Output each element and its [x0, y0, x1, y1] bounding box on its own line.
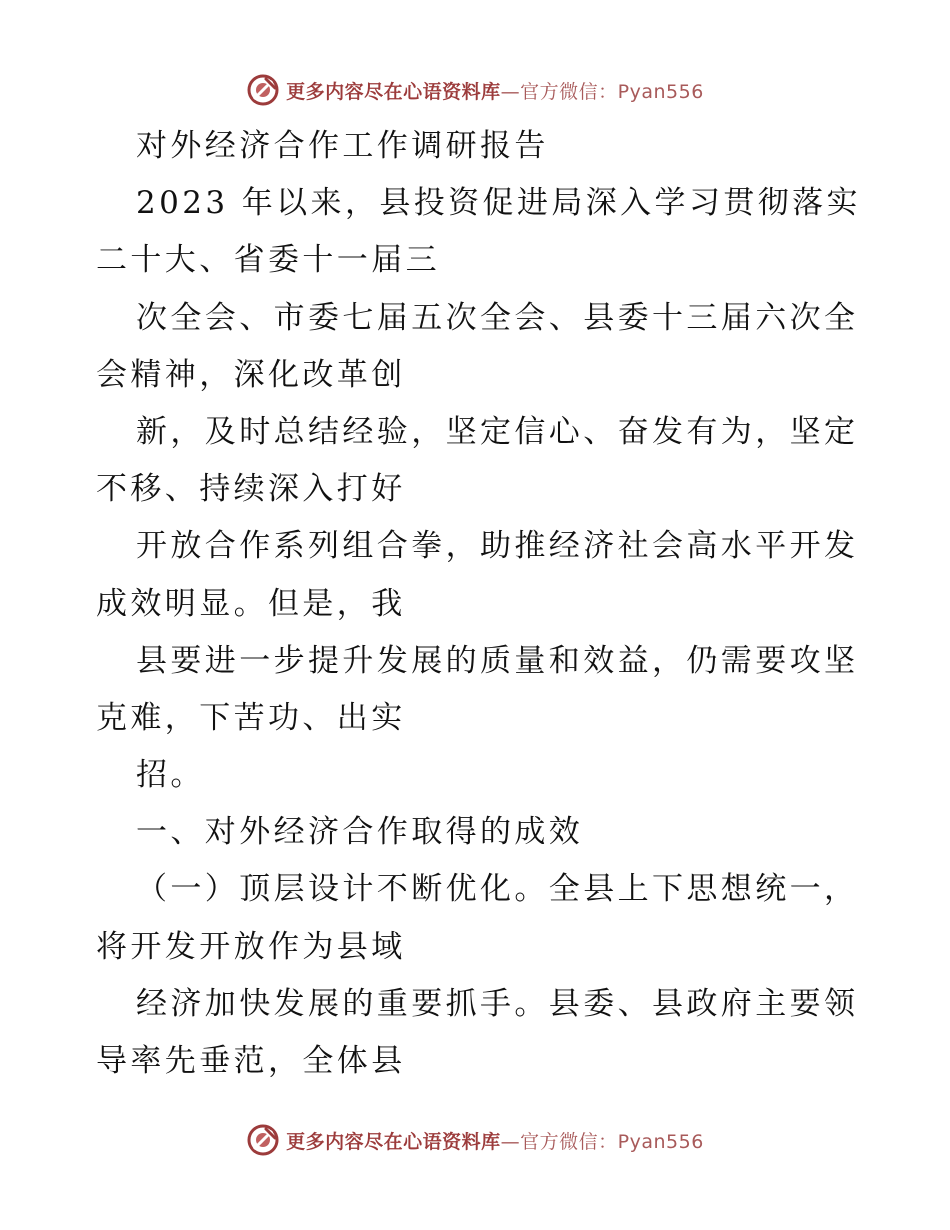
- doc-line: 开放合作系列组合拳，助推经济社会高水平开发: [136, 528, 859, 565]
- doc-title: 对外经济合作工作调研报告: [136, 128, 549, 164]
- subsection-heading: （一）顶层设计不断优化。全县上下思想统一，: [136, 871, 859, 908]
- doc-line: 不移、持续深入打好: [96, 471, 406, 508]
- section-heading: 一、对外经济合作取得的成效: [136, 814, 584, 851]
- doc-line: 2023 年以来，县投资促进局深入学习贯彻落实: [136, 185, 861, 222]
- footer-watermark: [0, 1120, 950, 1160]
- doc-line: 招。: [136, 757, 205, 794]
- doc-line: 克难，下苦功、出实: [96, 699, 406, 736]
- doc-line: 次全会、市委七届五次全会、县委十三届六次全: [136, 299, 859, 336]
- watermark-site: 更多内容尽在心语资料库: [286, 80, 501, 103]
- watermark-suffix: —官方微信：Pyan556: [500, 1130, 704, 1153]
- doc-line: 将开发开放作为县域: [96, 928, 406, 965]
- watermark-text: [286, 77, 704, 104]
- doc-line: 成效明显。但是，我: [96, 585, 406, 622]
- watermark-site: 更多内容尽在心语资料库: [286, 1130, 501, 1153]
- doc-line: 县要进一步提升发展的质量和效益，仍需要攻坚: [136, 642, 859, 679]
- header-watermark: [0, 70, 950, 110]
- doc-line: 会精神，深化改革创: [96, 356, 406, 393]
- document-body: [96, 118, 861, 1090]
- brand-logo-icon: [246, 1123, 280, 1157]
- doc-line: 新，及时总结经验，坚定信心、奋发有为，坚定: [136, 413, 859, 450]
- doc-line: 导率先垂范，全体县: [96, 1043, 406, 1079]
- doc-line: 经济加快发展的重要抓手。县委、县政府主要领: [136, 985, 859, 1022]
- doc-line: 二十大、省委十一届三: [96, 242, 440, 279]
- brand-logo-icon: [246, 73, 280, 107]
- watermark-text: [286, 1127, 704, 1154]
- watermark-suffix: —官方微信：Pyan556: [500, 80, 704, 103]
